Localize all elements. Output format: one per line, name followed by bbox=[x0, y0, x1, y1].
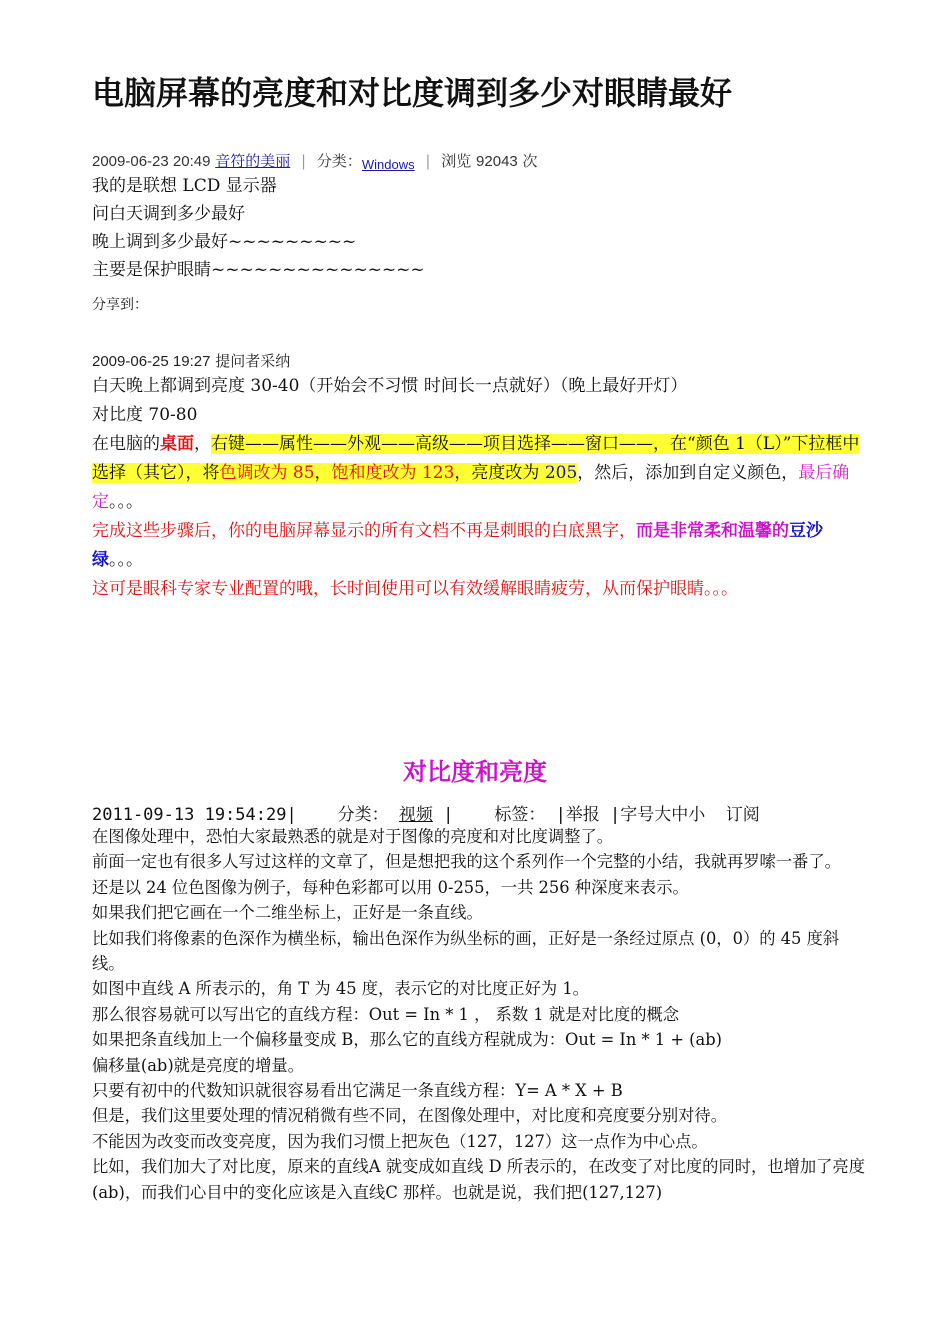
question-body bbox=[92, 172, 425, 284]
text: ， bbox=[194, 434, 211, 454]
question-line: 我的是联想 LCD 显示器 bbox=[92, 176, 277, 196]
category-label: 分类： bbox=[337, 805, 389, 825]
article-paragraph: 那么很容易就可以写出它的直线方程：Out = In * 1 ， 系数 1 就是对比度的概念 bbox=[92, 1004, 680, 1024]
answer-line-1: 白天晚上都调到亮度 30-40（开始会不习惯 时间长一点就好）（晚上最好开灯） bbox=[92, 376, 688, 396]
text: ， bbox=[314, 463, 332, 483]
hue-value: 色调改为 85 bbox=[219, 463, 315, 483]
divider: | bbox=[599, 805, 621, 825]
article-paragraph: 还是以 24 位色图像为例子，每种色彩都可以用 0-255，一共 256 种深度来表示。 bbox=[92, 877, 689, 897]
share-label[interactable]: 分享到： bbox=[92, 297, 148, 313]
answer-result bbox=[92, 517, 862, 575]
article-datetime: 2011-09-13 19:54:29 bbox=[92, 805, 287, 825]
question-meta bbox=[92, 150, 538, 171]
question-datetime: 2009-06-23 20:49 bbox=[92, 153, 211, 170]
article-paragraph: 如图中直线 A 所表示的，角 T 为 45 度，表示它的对比度正好为 1。 bbox=[92, 979, 589, 999]
divider: | bbox=[286, 805, 338, 825]
article-paragraph: 不能因为改变而改变亮度，因为我们习惯上把灰色（127，127）这一点作为中心点。 bbox=[92, 1131, 708, 1151]
answer-meta bbox=[92, 350, 290, 371]
brightness-value: 205 bbox=[544, 463, 578, 483]
tags-label: 标签： bbox=[494, 805, 546, 825]
article-title: 对比度和亮度 bbox=[403, 758, 547, 786]
author-link[interactable]: 音符的美丽 bbox=[215, 152, 291, 170]
page-title: 电脑屏幕的亮度和对比度调到多少对眼睛最好 bbox=[92, 74, 733, 112]
answer-datetime: 2009-06-25 19:27 bbox=[92, 353, 211, 370]
article-paragraph: 但是，我们这里要处理的情况稍微有些不同，在图像处理中，对比度和亮度要分别对待。 bbox=[92, 1106, 727, 1126]
article-meta bbox=[92, 800, 760, 825]
article-paragraph: 如果把条直线加上一个偏移量变成 B，那么它的直线方程就成为：Out = In * 1 + (ab) bbox=[92, 1030, 722, 1050]
views-count: 92043 bbox=[476, 153, 518, 170]
views-label: 浏览 bbox=[441, 152, 472, 170]
article-body bbox=[92, 824, 867, 1205]
text: 右键——属性——外观——高级——项目选择——窗口——，在“颜色 1（L）”下拉框中选择（其它），将 bbox=[92, 434, 860, 483]
question-line: 问白天调到多少最好 bbox=[92, 204, 245, 224]
text: 。。。 bbox=[109, 550, 143, 570]
article-paragraph: 比如我们将像素的色深作为横坐标，输出色深作为纵坐标的画，正好是一条经过原点 (0，0）的 45 度斜线。 bbox=[92, 928, 840, 974]
answer-status: 提问者采纳 bbox=[215, 352, 291, 370]
saturation-value: 饱和度改为 123 bbox=[331, 463, 455, 483]
highlight-desktop: 桌面 bbox=[160, 434, 194, 454]
divider: | bbox=[432, 805, 495, 825]
article-paragraph: 偏移量(ab)就是亮度的增量。 bbox=[92, 1055, 304, 1075]
answer-line-2: 对比度 70-80 bbox=[92, 405, 198, 425]
article-paragraph: 在图像处理中，恐怕大家最熟悉的就是对于图像的亮度和对比度调整了。 bbox=[92, 827, 614, 846]
answer-note: 这可是眼科专家专业配置的哦，长时间使用可以有效缓解眼睛疲劳，从而保护眼睛。。。 bbox=[92, 579, 738, 599]
divider: | bbox=[545, 805, 566, 825]
answer-steps bbox=[92, 430, 862, 517]
report-link[interactable]: 举报 bbox=[565, 805, 600, 825]
subscribe-link[interactable]: 订阅 bbox=[725, 805, 760, 825]
divider: | bbox=[301, 152, 307, 170]
article-paragraph: 只要有初中的代数知识就很容易看出它满足一条直线方程：Y= A * X + B bbox=[92, 1081, 623, 1101]
question-line: 晚上调到多少最好~~~~~~~~~ bbox=[92, 232, 357, 252]
text: 在电脑的 bbox=[92, 434, 160, 454]
question-line: 主要是保护眼睛~~~~~~~~~~~~~~~ bbox=[92, 260, 425, 280]
confirm-text: 最后确定 bbox=[92, 463, 850, 512]
answer-body bbox=[92, 372, 862, 604]
article-paragraph: 前面一定也有很多人写过这样的文章了，但是想把我的这个系列作一个完整的小结，我就再罗嗦一番了。 bbox=[92, 852, 841, 872]
category-link[interactable]: Windows bbox=[361, 157, 415, 172]
font-size-control[interactable]: 字号大中小 bbox=[620, 805, 706, 825]
text: ，亮度改为 bbox=[454, 463, 545, 483]
article-paragraph: 如果我们把它画在一个二维坐标上，正好是一条直线。 bbox=[92, 903, 483, 923]
emphasis-text: 而是非常柔和温馨的 bbox=[636, 521, 789, 541]
views-unit: 次 bbox=[522, 152, 538, 170]
text: 。。。 bbox=[109, 492, 143, 512]
text: 完成这些步骤后，你的电脑屏幕显示的所有文档不再是刺眼的白底黑字， bbox=[92, 521, 636, 541]
text: ，然后，添加到自定义颜色， bbox=[577, 463, 799, 483]
divider: | bbox=[425, 152, 431, 170]
bean-green-text: 豆沙绿 bbox=[92, 521, 823, 570]
category-link[interactable]: 视频 bbox=[398, 805, 433, 825]
category-label: 分类： bbox=[316, 152, 362, 170]
article-paragraph: 比如，我们加大了对比度，原来的直线A 就变成如直线 D 所表示的，在改变了对比度的同时，也增加了亮度(ab)，而我们心目中的变化应该是入直线C 那样。也就是说，我们把(127,127) bbox=[92, 1157, 865, 1202]
